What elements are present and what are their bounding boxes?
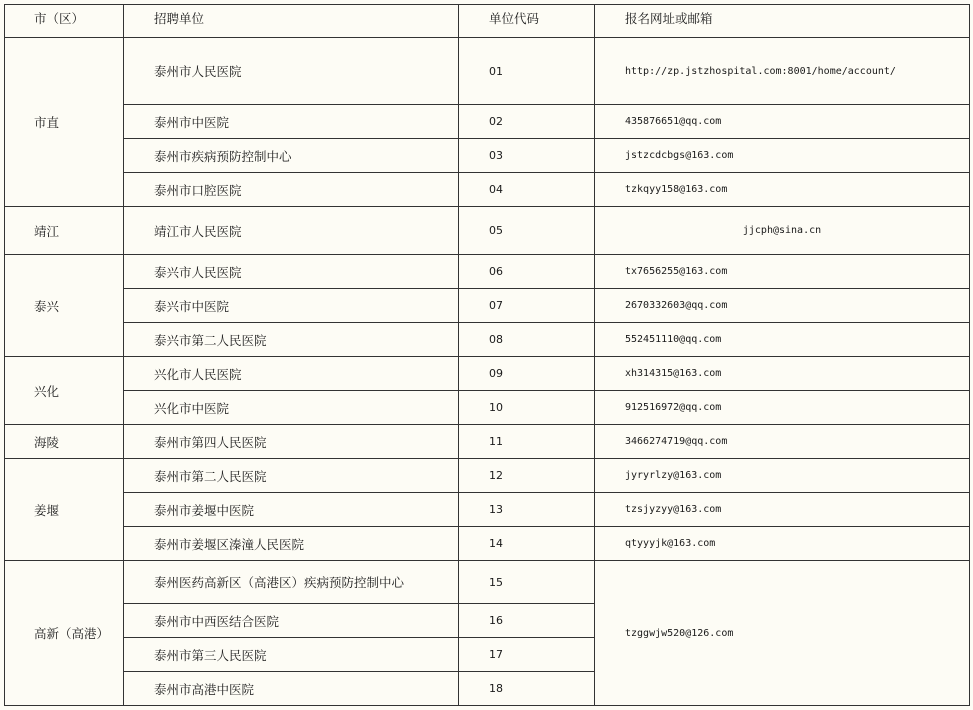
district-cell: 靖江: [5, 207, 124, 255]
code-cell: 18: [459, 672, 595, 706]
contact-email[interactable]: 552451110@qq.com: [595, 323, 970, 357]
unit-cell: 泰州市第四人民医院: [124, 425, 459, 459]
code-cell: 06: [459, 255, 595, 289]
table-row: [5, 255, 970, 289]
unit-cell: 泰州市中医院: [124, 105, 459, 139]
contact-email[interactable]: tzkqyy158@163.com: [595, 173, 970, 207]
unit-cell: 泰州市第二人民医院: [124, 459, 459, 493]
contact-link[interactable]: http://zp.jstzhospital.com:8001/home/account/: [595, 38, 970, 105]
district-cell: 海陵: [5, 425, 124, 459]
table-row: [5, 493, 970, 527]
unit-cell: 兴化市中医院: [124, 391, 459, 425]
unit-cell: 泰州市姜堰区溱潼人民医院: [124, 527, 459, 561]
table-row: [5, 139, 970, 173]
table-row: [5, 173, 970, 207]
table-row: [5, 391, 970, 425]
header-district: 市（区）: [5, 5, 124, 38]
unit-cell: 泰州医药高新区（高港区）疾病预防控制中心: [124, 561, 459, 604]
district-cell: 高新（高港）: [5, 561, 124, 706]
code-cell: 15: [459, 561, 595, 604]
unit-cell: 泰州市口腔医院: [124, 173, 459, 207]
code-cell: 03: [459, 139, 595, 173]
contact-email[interactable]: jyryrlzy@163.com: [595, 459, 970, 493]
contact-email[interactable]: tx7656255@163.com: [595, 255, 970, 289]
header-contact: 报名网址或邮箱: [595, 5, 970, 38]
unit-cell: 兴化市人民医院: [124, 357, 459, 391]
header-code: 单位代码: [459, 5, 595, 38]
contact-email[interactable]: 912516972@qq.com: [595, 391, 970, 425]
unit-cell: 泰州市中西医结合医院: [124, 604, 459, 638]
table-row: [5, 105, 970, 139]
table-header-row: [5, 5, 970, 38]
code-cell: 07: [459, 289, 595, 323]
table-row: [5, 289, 970, 323]
code-cell: 16: [459, 604, 595, 638]
code-cell: 12: [459, 459, 595, 493]
contact-email[interactable]: tzsjyzyy@163.com: [595, 493, 970, 527]
code-cell: 17: [459, 638, 595, 672]
unit-cell: 靖江市人民医院: [124, 207, 459, 255]
code-cell: 05: [459, 207, 595, 255]
table-row: [5, 323, 970, 357]
contact-email[interactable]: 435876651@qq.com: [595, 105, 970, 139]
unit-cell: 泰州市姜堰中医院: [124, 493, 459, 527]
contact-email[interactable]: jjcph@sina.cn: [595, 207, 970, 255]
unit-cell: 泰兴市人民医院: [124, 255, 459, 289]
code-cell: 02: [459, 105, 595, 139]
unit-cell: 泰州市疾病预防控制中心: [124, 139, 459, 173]
contact-email[interactable]: tzggwjw520@126.com: [595, 561, 970, 706]
contact-email[interactable]: 3466274719@qq.com: [595, 425, 970, 459]
code-cell: 14: [459, 527, 595, 561]
recruitment-table: [4, 4, 970, 706]
header-unit: 招聘单位: [124, 5, 459, 38]
unit-cell: 泰州市人民医院: [124, 38, 459, 105]
code-cell: 01: [459, 38, 595, 105]
table-row: [5, 527, 970, 561]
code-cell: 09: [459, 357, 595, 391]
contact-email[interactable]: 2670332603@qq.com: [595, 289, 970, 323]
table-row: [5, 357, 970, 391]
unit-cell: 泰兴市第二人民医院: [124, 323, 459, 357]
contact-email[interactable]: jstzcdcbgs@163.com: [595, 139, 970, 173]
unit-cell: 泰州市高港中医院: [124, 672, 459, 706]
code-cell: 11: [459, 425, 595, 459]
code-cell: 13: [459, 493, 595, 527]
contact-email[interactable]: xh314315@163.com: [595, 357, 970, 391]
table-row: [5, 561, 970, 604]
unit-cell: 泰兴市中医院: [124, 289, 459, 323]
code-cell: 04: [459, 173, 595, 207]
table-row: [5, 459, 970, 493]
district-cell: 姜堰: [5, 459, 124, 561]
code-cell: 10: [459, 391, 595, 425]
district-cell: 泰兴: [5, 255, 124, 357]
contact-email[interactable]: qtyyyjk@163.com: [595, 527, 970, 561]
table-row: [5, 207, 970, 255]
code-cell: 08: [459, 323, 595, 357]
table-row: [5, 38, 970, 105]
unit-cell: 泰州市第三人民医院: [124, 638, 459, 672]
district-cell: 兴化: [5, 357, 124, 425]
table-row: [5, 425, 970, 459]
district-cell: 市直: [5, 38, 124, 207]
